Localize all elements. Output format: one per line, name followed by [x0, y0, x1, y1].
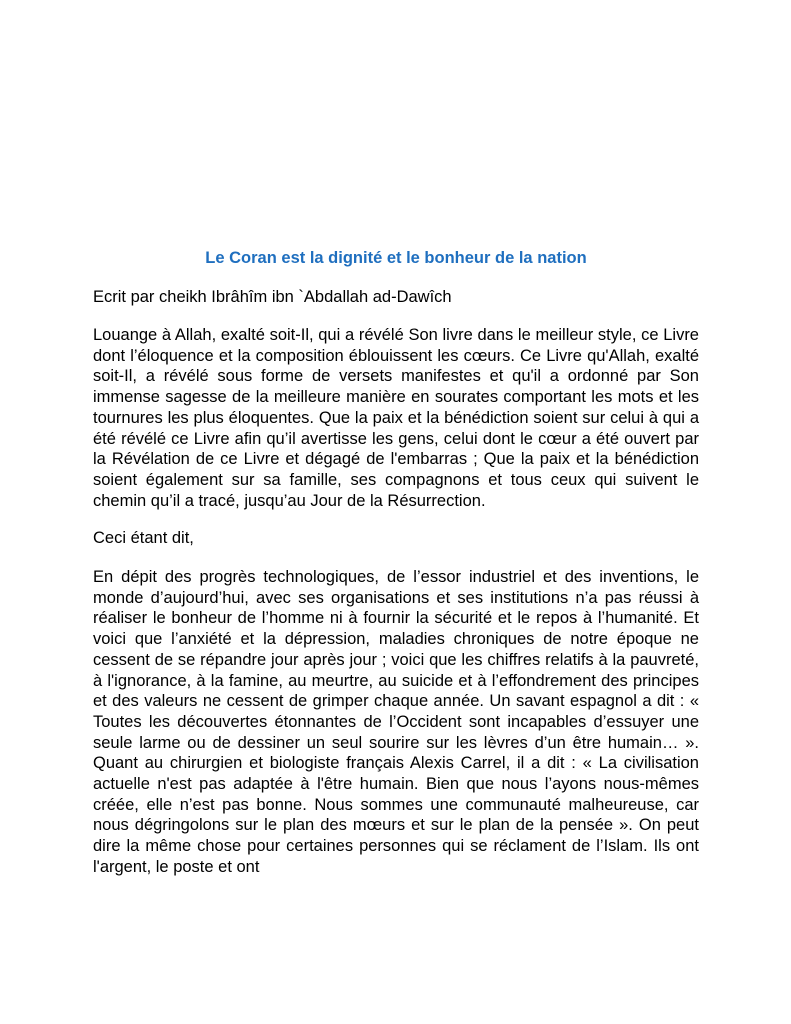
- document-title: Le Coran est la dignité et le bonheur de la nation: [205, 249, 587, 267]
- paragraph-praise: Louange à Allah, exalté soit-Il, qui a révélé Son livre dans le meilleur style, ce Livre dont l’éloquence et la composition éblouissent les cœurs. Ce Livre qu'Allah, exalté soit-Il, a révélé sous forme de versets manifestes et qu'il a ordonné par Son immense sagesse de la meilleure manière en sourates comportant les mots et les tournures les plus éloquentes. Que la paix et la bénédiction soient sur celui à qui a été révélé ce Livre afin qu’il avertisse les gens, celui dont le cœur a été ouvert par la Révélation de ce Livre et dégagé de l'embarras ; Que la paix et la bénédiction soient également sur sa famille, ses compagnons et tous ceux qui suivent le chemin qu’il a tracé, jusqu’au Jour de la Résurrection.: [93, 326, 699, 510]
- author-byline: Ecrit par cheikh Ibrâhîm ibn `Abdallah ad-Dawîch: [93, 288, 452, 306]
- document-body: [93, 246, 699, 895]
- paragraph-modern-world: En dépit des progrès technologiques, de l’essor industriel et des inventions, le monde d’aujourd’hui, avec ses organisations et ses institutions n’a pas réussi à réaliser le bonheur de l’homme ni à fournir la sécurité et le repos à l’humanité. Et voici que l’anxiété et la dépression, maladies chroniques de notre époque ne cessent de se répandre jour après jour ; voici que les chiffres relatifs à la pauvreté, à l'ignorance, à la famine, au meurtre, au suicide et à l’effondrement des principes et des valeurs ne cessent de grimper chaque année. Un savant espagnol a dit : « Toutes les découvertes étonnantes de l’Occident sont incapables d’essuyer une seule larme ou de dessiner un seul sourire sur les lèvres d’un être humain… ». Quant au chirurgien et biologiste français Alexis Carrel, il a dit : « La civilisation actuelle n'est pas adaptée à l'être humain. Bien que nous l’ayons nous-mêmes créée, elle n’est pas bonne. Nous sommes une communauté malheureuse, car nous dégringolons sur le plan des mœurs et sur le plan de la pensée ». On peut dire la même chose pour certaines personnes qui se réclament de l’Islam. Ils ont l'argent, le poste et ont: [93, 568, 699, 876]
- paragraph-transition: Ceci étant dit,: [93, 529, 194, 548]
